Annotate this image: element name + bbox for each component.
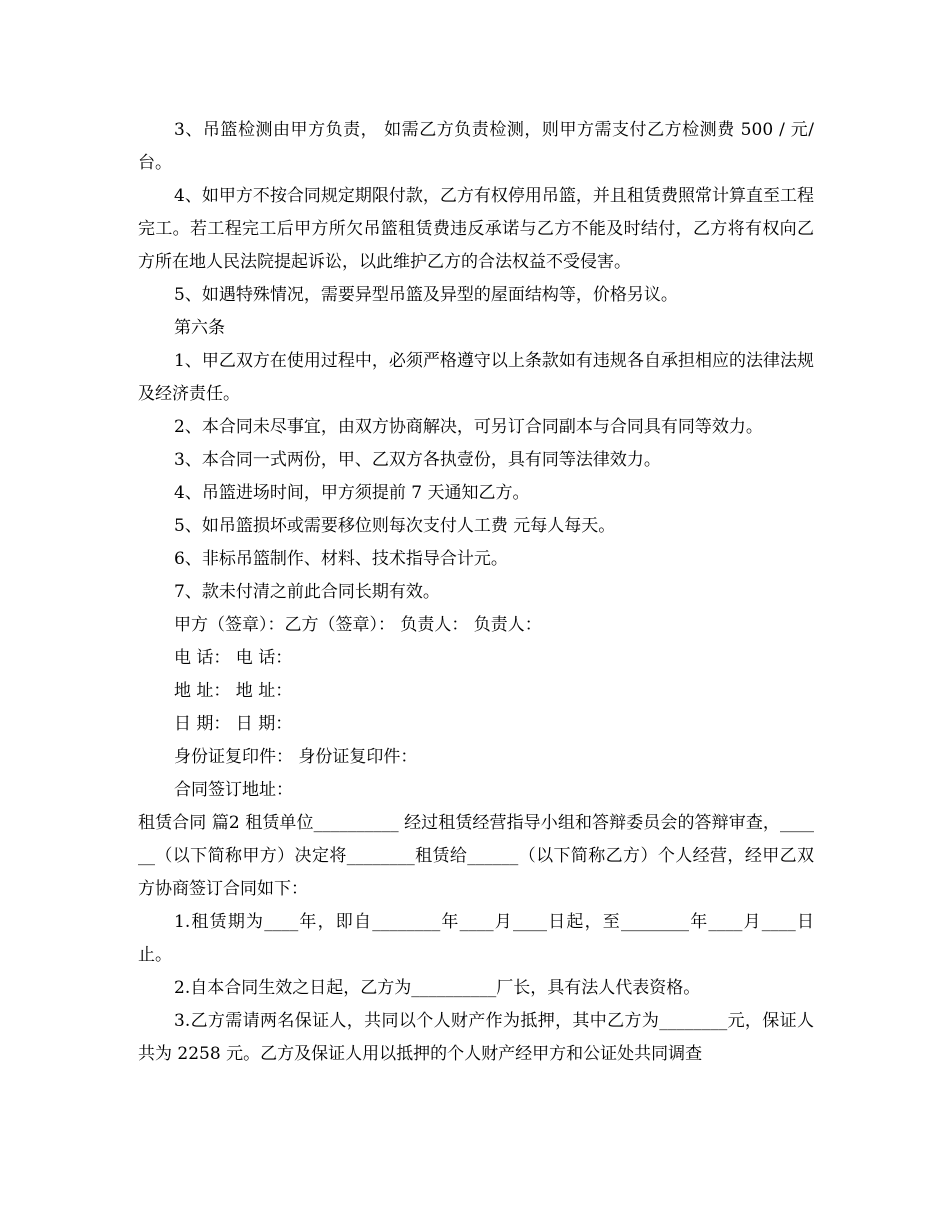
paragraph-copies: 3、本合同一式两份，甲、乙双方各执壹份，具有同等法律效力。 bbox=[174, 450, 661, 470]
id-copy-line: 身份证复印件： 身份证复印件： bbox=[174, 747, 418, 767]
phone-line: 电 话： 电 话： bbox=[174, 648, 293, 668]
contract-two-intro: 租赁合同 篇2 租赁单位__________ 经过租赁经营指导小组和答辩委员会的答辩审查，______（以下简称甲方）决定将________租赁给______（以下简称乙方）个人经营，经甲乙双方协商签订合同如下： bbox=[138, 813, 814, 899]
article-six-heading: 第六条 bbox=[174, 318, 225, 338]
paragraph-payment-default: 4、如甲方不按合同规定期限付款，乙方有权停用吊篮，并且租赁费照常计算直至工程完工。若工程完工后甲方所欠吊篮租赁费违反承诺与乙方不能及时结付，乙方将有权向乙方所在地人民法院提起诉讼，以此维护乙方的合法权益不受侵害。 bbox=[138, 186, 814, 272]
paragraph-entry-time: 4、吊篮进场时间，甲方须提前 7 天通知乙方。 bbox=[174, 483, 530, 503]
address-line: 地 址： 地 址： bbox=[174, 681, 293, 701]
paragraph-relocation-fee: 5、如吊篮损坏或需要移位则每次支付人工费 元每人每天。 bbox=[174, 516, 616, 536]
paragraph-nonstandard: 6、非标吊篮制作、材料、技术指导合计元。 bbox=[174, 549, 508, 569]
paragraph-inspection: 3、吊篮检测由甲方负责， 如需乙方负责检测，则甲方需支付乙方检测费 500 / 元/台。 bbox=[138, 120, 814, 173]
signature-line: 甲方（签章）：乙方（签章）： 负责人： 负责人： bbox=[174, 615, 542, 635]
paragraph-compliance: 1、甲乙双方在使用过程中，必须严格遵守以上条款如有违规各自承担相应的法律法规及经济责任。 bbox=[138, 351, 814, 404]
paragraph-lease-term: 1.租赁期为____年，即自________年____月____日起，至________年____月____日止。 bbox=[138, 912, 814, 965]
signing-location-line: 合同签订地址： bbox=[174, 780, 293, 800]
paragraph-guarantors: 3.乙方需请两名保证人，共同以个人财产作为抵押，其中乙方为________元，保证人共为 2258 元。乙方及保证人用以抵押的个人财产经甲方和公证处共同调查 bbox=[138, 1011, 814, 1064]
paragraph-special-cases: 5、如遇特殊情况，需要异型吊篮及异型的屋面结构等，价格另议。 bbox=[174, 285, 678, 305]
paragraph-validity: 7、款未付清之前此合同长期有效。 bbox=[174, 582, 440, 602]
document-page bbox=[138, 114, 814, 1071]
date-line: 日 期： 日 期： bbox=[174, 714, 293, 734]
paragraph-legal-representative: 2.自本合同生效之日起，乙方为__________厂长，具有法人代表资格。 bbox=[174, 978, 701, 998]
paragraph-unresolved-matters: 2、本合同未尽事宜，由双方协商解决，可另订合同副本与合同具有同等效力。 bbox=[174, 417, 763, 437]
